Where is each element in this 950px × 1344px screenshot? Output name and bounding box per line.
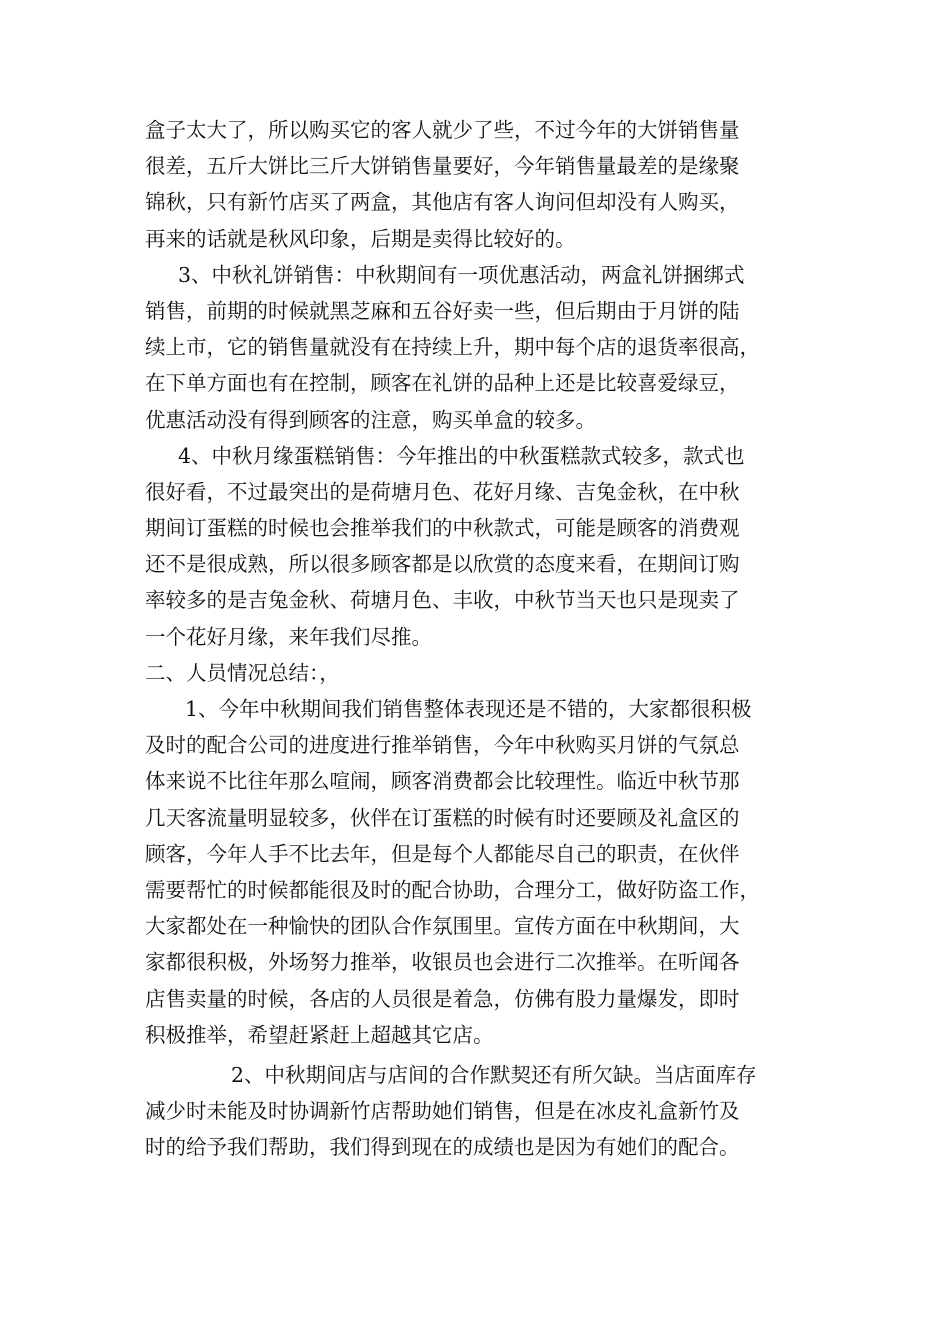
text-line: 店售卖量的时候，各店的人员很是着急，仿佛有股力量爆发，即时 (145, 986, 740, 1011)
text-line: 体来说不比往年那么喧闹，顾客消费都会比较理性。临近中秋节那 (145, 769, 740, 794)
text-line: 几天客流量明显较多，伙伴在订蛋糕的时候有时还要顾及礼盒区的 (145, 805, 740, 830)
text-line: 盒子太大了，所以购买它的客人就少了些，不过今年的大饼销售量 (145, 118, 740, 142)
document-body (145, 112, 815, 1165)
section-4-heading-line: 4、中秋月缘蛋糕销售：今年推出的中秋蛋糕款式较多，款式也 (178, 443, 745, 468)
text-line: 需要帮忙的时候都能很及时的配合协助，合理分工，做好防盗工作， (145, 877, 760, 902)
text-line: 家都很积极，外场努力推举，收银员也会进行二次推举。在听闻各 (145, 950, 740, 975)
text-line: 大家都处在一种愉快的团队合作氛围里。宣传方面在中秋期间，大 (145, 914, 740, 939)
text-line: 率较多的是吉兔金秋、荷塘月色、丰收，中秋节当天也只是现卖了 (145, 588, 740, 613)
text-line: 续上市，它的销售量就没有在持续上升，期中每个店的退货率很高， (145, 335, 760, 360)
text-line: 销售，前期的时候就黑芝麻和五谷好卖一些，但后期由于月饼的陆 (145, 298, 740, 323)
text-line: 优惠活动没有得到顾客的注意，购买单盒的较多。 (145, 407, 596, 432)
text-line: 期间订蛋糕的时候也会推举我们的中秋款式，可能是顾客的消费观 (145, 516, 740, 541)
text-line: 很差，五斤大饼比三斤大饼销售量要好，今年销售量最差的是缘聚 (145, 154, 740, 179)
text-line: 减少时未能及时协调新竹店帮助她们销售，但是在冰皮礼盒新竹及 (145, 1099, 740, 1124)
text-line: 很好看，不过最突出的是荷塘月色、花好月缘、吉兔金秋，在中秋 (145, 479, 740, 504)
text-line: 一个花好月缘，来年我们尽推。 (145, 624, 432, 649)
section-heading-personnel: 二、人员情况总结：， (145, 660, 340, 685)
personnel-item-2-first-line: 2、中秋期间店与店间的合作默契还有所欠缺。当店面库存 (231, 1062, 757, 1087)
text-line: 时的给予我们帮助，我们得到现在的成绩也是因为有她们的配合。 (145, 1135, 740, 1160)
text-line: 在下单方面也有在控制，顾客在礼饼的品种上还是比较喜爱绿豆， (145, 371, 740, 396)
text-line: 及时的配合公司的进度进行推举销售，今年中秋购买月饼的气氛总 (145, 733, 740, 758)
personnel-item-1-first-line: 1、今年中秋期间我们销售整体表现还是不错的，大家都很积极 (185, 697, 752, 721)
text-line: 还不是很成熟，所以很多顾客都是以欣赏的态度来看，在期间订购 (145, 552, 740, 577)
text-line: 顾客，今年人手不比去年，但是每个人都能尽自己的职责，在伙伴 (145, 841, 740, 866)
section-3-heading-line: 3、中秋礼饼销售：中秋期间有一项优惠活动，两盒礼饼捆绑式 (178, 262, 745, 287)
text-line: 再来的话就是秋风印象，后期是卖得比较好的。 (145, 226, 576, 251)
text-line: 积极推举，希望赶紧赶上超越其它店。 (145, 1022, 494, 1047)
text-line: 锦秋，只有新竹店买了两盒，其他店有客人询问但却没有人购买， (145, 190, 740, 215)
